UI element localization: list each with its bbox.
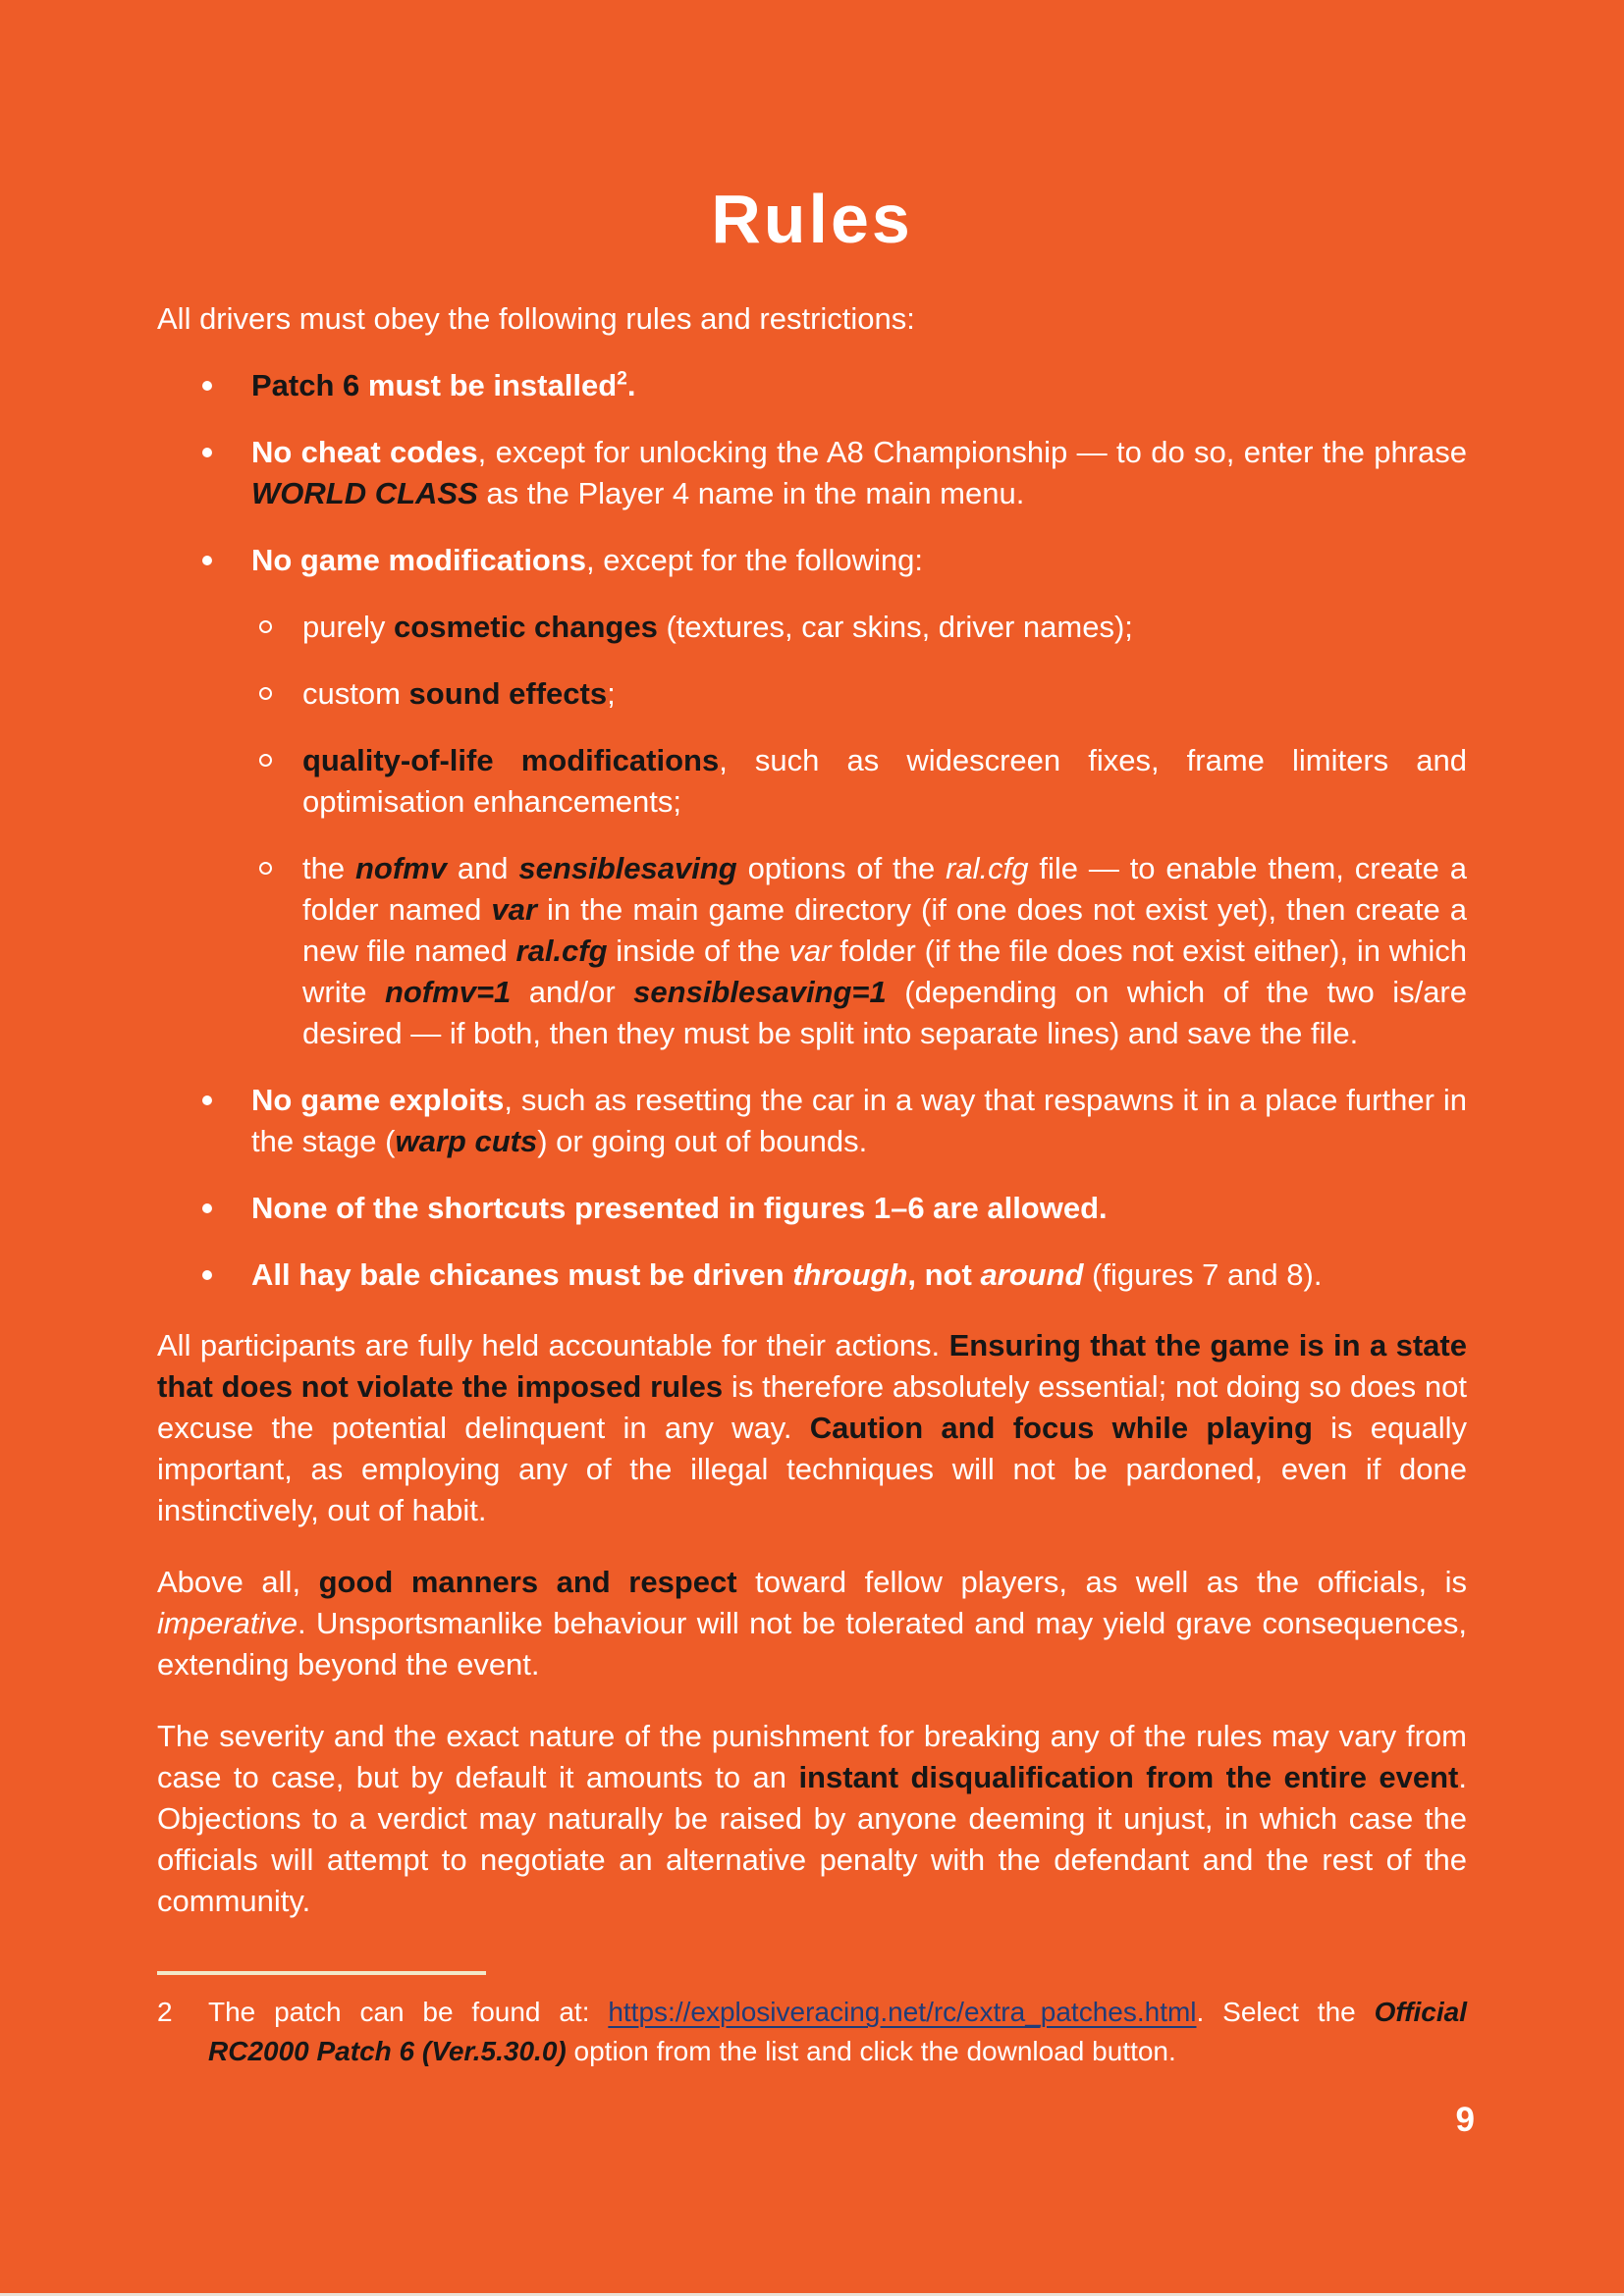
text-run: ral.cfg: [946, 851, 1029, 885]
text-run: The patch can be found at:: [208, 1997, 609, 2027]
rule-item-cheat-codes: [157, 432, 1467, 514]
rule-item-shortcuts: [157, 1188, 1467, 1229]
text-run: .: [626, 368, 636, 402]
text-run: . Select the: [1196, 1997, 1375, 2027]
text-run: ;: [607, 676, 616, 711]
text-run: All drivers must obey the following rules and restrictions:: [157, 301, 915, 336]
footnote-link[interactable]: https://explosiveracing.net/rc/extra_patches.html: [608, 1997, 1197, 2027]
text-run: toward fellow players, as well as the officials, is: [736, 1565, 1467, 1599]
footnote-separator: [157, 1971, 486, 1975]
text-run: Ensuring that the game is in a state that does not violate the imposed rules: [157, 1328, 1467, 1404]
text-run: No game modifications: [251, 543, 587, 577]
bullet-dot-icon: [202, 448, 212, 457]
rule-item-modifications: [157, 540, 1467, 581]
text-run: (depending on which of the two is/are desired — if both, then they must be split into separate lines) and save the file.: [302, 975, 1467, 1050]
text-run: file — to enable them, create a folder named: [302, 851, 1468, 927]
footnote: [157, 1993, 1467, 2071]
rule-text: [251, 368, 635, 402]
text-run: No cheat codes: [251, 435, 478, 469]
bullet-circle-icon: [259, 687, 272, 700]
page-title: Rules: [711, 181, 913, 257]
text-run: (textures, car skins, driver names);: [657, 610, 1133, 644]
text-run: [359, 368, 368, 402]
text-run: Caution and focus while playing: [809, 1411, 1313, 1445]
text-run: . Objections to a verdict may naturally be raised by anyone deeming it unjust, in which case the officials will attempt to negotiate an alternative penalty with the defendant and the rest of the community.: [157, 1760, 1467, 1918]
text-run: and: [446, 851, 519, 885]
sub-rule-item-sound: [157, 673, 1467, 715]
text-run: nofmv: [354, 851, 447, 885]
bullet-dot-icon: [202, 1203, 212, 1213]
text-run: All hay bale chicanes must be driven: [251, 1257, 793, 1292]
text-run: 2: [617, 368, 627, 390]
text-run: (figures 7 and 8).: [1083, 1257, 1323, 1292]
text-run: cosmetic changes: [394, 610, 658, 644]
text-run: ) or going out of bounds.: [537, 1124, 868, 1158]
bullet-dot-icon: [202, 556, 212, 565]
text-run: purely: [302, 610, 395, 644]
rule-text: [302, 743, 1467, 819]
rule-item-patch: [157, 365, 1467, 406]
text-run: as the Player 4 name in the main menu.: [477, 476, 1025, 510]
text-run: options of the: [736, 851, 947, 885]
text-run: through: [792, 1257, 908, 1292]
text-run: is equally important, as employing any of the illegal techniques will not be pardoned, even if done instinctively, out of habit.: [157, 1411, 1467, 1527]
rule-text: [302, 851, 1467, 1050]
text-run: quality-of-life modifications: [302, 743, 720, 777]
footnote-area: [157, 1971, 1467, 2071]
text-run: sensiblesaving: [518, 851, 737, 885]
text-run: Patch 6: [251, 368, 360, 402]
text-run: All participants are fully held accountable for their actions.: [157, 1328, 949, 1362]
text-run: Above all,: [157, 1565, 319, 1599]
bullet-dot-icon: [202, 1270, 212, 1280]
text-run: var: [491, 892, 537, 927]
paragraph-punishment: [157, 1716, 1467, 1922]
text-run: custom: [302, 676, 409, 711]
text-run: warp cuts: [395, 1124, 538, 1158]
text-run: is therefore absolutely essential; not doing so does not excuse the potential delinquent in any way.: [157, 1369, 1467, 1445]
text-run: No game exploits: [251, 1083, 505, 1117]
text-run: , such as resetting the car in a way that respawns it in a place further in the stage (: [251, 1083, 1467, 1158]
rule-text: [251, 435, 1467, 510]
text-run: , not: [907, 1257, 981, 1292]
text-run: , except for the following:: [586, 543, 923, 577]
bullet-dot-icon: [202, 1095, 212, 1105]
text-run: and/or: [511, 975, 634, 1009]
page-number: 9: [1455, 2101, 1475, 2139]
text-run: , except for unlocking the A8 Championship — to do so, enter the phrase: [477, 435, 1467, 469]
bullet-dot-icon: [202, 381, 212, 391]
text-run: option from the list and click the download button.: [566, 2036, 1176, 2066]
text-run: The severity and the exact nature of the punishment for breaking any of the rules may vary from case to case, but by default it amounts to an: [157, 1719, 1467, 1794]
text-run: Official RC2000 Patch 6 (Ver.5.30.0): [208, 1997, 1467, 2066]
text-run: in the main game directory (if one does not exist yet), then create a new file named: [302, 892, 1467, 968]
text-run: var: [788, 934, 832, 968]
sub-rule-item-qol: [157, 740, 1467, 823]
footnote-text: [208, 1993, 1467, 2071]
rule-text: [302, 610, 1133, 644]
bullet-circle-icon: [259, 862, 272, 875]
text-run: the: [302, 851, 355, 885]
rule-text: [251, 543, 923, 577]
text-run: WORLD CLASS: [251, 476, 478, 510]
text-run: . Unsportsmanlike behaviour will not be tolerated and may yield grave consequences, extending beyond the event.: [157, 1606, 1467, 1682]
rule-text: [251, 1191, 1108, 1225]
rule-text: [302, 676, 616, 711]
rule-text: [251, 1257, 1322, 1292]
paragraph-accountability: [157, 1325, 1467, 1531]
text-run: instant disqualification from the entire event: [798, 1760, 1459, 1794]
text-run: folder (if the file does not exist either), in which write: [302, 934, 1467, 1009]
text-run: nofmv=1: [384, 975, 512, 1009]
text-run: around: [980, 1257, 1084, 1292]
rule-item-exploits: [157, 1080, 1467, 1162]
rule-text: [251, 1083, 1467, 1158]
sub-rule-item-cfg-options: [157, 848, 1467, 1054]
footnote-number: 2: [157, 1997, 173, 2027]
text-run: sound effects: [408, 676, 608, 711]
text-run: must be installed: [367, 368, 618, 402]
sub-rule-item-cosmetic: [157, 607, 1467, 648]
text-run: , such as widescreen fixes, frame limiters and optimisation enhancements;: [302, 743, 1467, 819]
intro-paragraph: [157, 298, 1467, 340]
text-run: good manners and respect: [318, 1565, 737, 1599]
text-run: inside of the: [607, 934, 789, 968]
rule-item-chicanes: [157, 1255, 1467, 1296]
paragraph-manners: [157, 1562, 1467, 1685]
bullet-circle-icon: [259, 620, 272, 633]
text-run: ral.cfg: [515, 934, 608, 968]
text-run: sensiblesaving=1: [633, 975, 887, 1009]
text-run: None of the shortcuts presented in figures 1–6 are allowed.: [251, 1191, 1108, 1225]
text-run: imperative: [157, 1606, 298, 1640]
bullet-circle-icon: [259, 754, 272, 767]
